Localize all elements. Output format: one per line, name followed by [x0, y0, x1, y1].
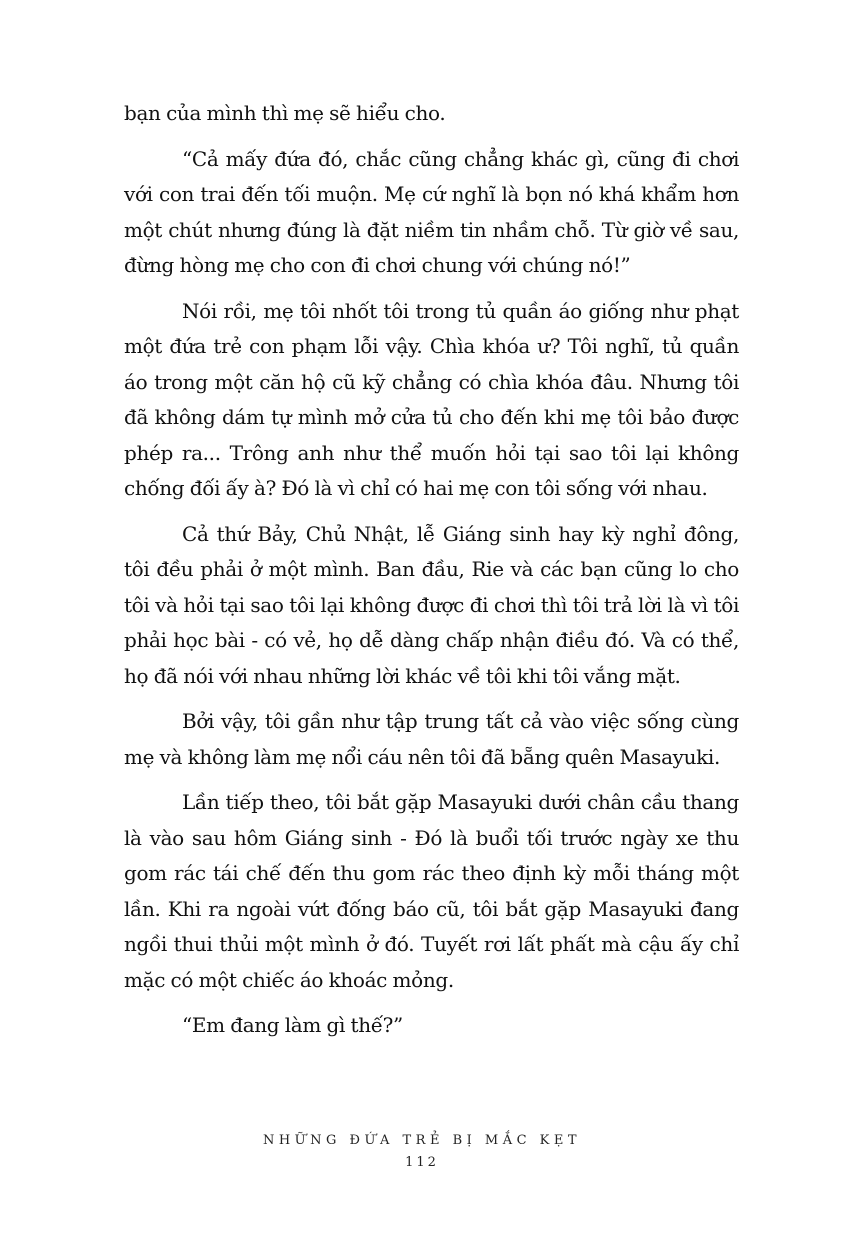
body-text: [124, 96, 739, 1054]
paragraph-forgot-masayuki: Bởi vậy, tôi gần như tập trung tất cả vào việc sống cùng mẹ và không làm mẹ nổi cáu nên tôi đã bẵng quên Masayuki.: [124, 709, 739, 769]
paragraph-mother-quote: “Cả mấy đứa đó, chắc cũng chẳng khác gì, cũng đi chơi với con trai đến tối muộn. Mẹ cứ nghĩ là bọn nó khá khẩm hơn một chút nhưng đúng là đặt niềm tin nhầm chỗ. Từ giờ về sau, đừng hòng mẹ cho con đi chơi chung với chúng nó!”: [124, 146, 739, 277]
paragraph-question: “Em đang làm gì thế?”: [182, 1013, 403, 1037]
paragraph-wardrobe: Nói rồi, mẹ tôi nhốt tôi trong tủ quần áo giống như phạt một đứa trẻ con phạm lỗi vậy. Chìa khóa ư? Tôi nghĩ, tủ quần áo trong một căn hộ cũ kỹ chẳng có chìa khóa đâu. Nhưng tôi đã không dám tự mình mở cửa tủ cho đến khi mẹ tôi bảo được phép ra... Trông anh như thể muốn hỏi tại sao tôi lại không chống đối ấy à? Đó là vì chỉ có hai mẹ con tôi sống với nhau.: [124, 298, 739, 500]
paragraph-weekends-alone: Cả thứ Bảy, Chủ Nhật, lễ Giáng sinh hay kỳ nghỉ đông, tôi đều phải ở một mình. Ban đầu, Rie và các bạn cũng lo cho tôi và hỏi tại sao tôi lại không được đi chơi thì tôi trả lời là vì tôi phải học bài - có vẻ, họ dễ dàng chấp nhận điều đó. Và có thể, họ đã nói với nhau những lời khác về tôi khi tôi vắng mặt.: [124, 521, 739, 688]
paragraph-meeting-masayuki: Lần tiếp theo, tôi bắt gặp Masayuki dưới chân cầu thang là vào sau hôm Giáng sinh - Đó là buổi tối trước ngày xe thu gom rác tái chế đến thu gom rác theo định kỳ mỗi tháng một lần. Khi ra ngoài vứt đống báo cũ, tôi bắt gặp Masayuki đang ngồi thui thủi một mình ở đó. Tuyết rơi lất phất mà cậu ấy chỉ mặc có một chiếc áo khoác mỏng.: [124, 790, 739, 992]
paragraph-continuation: bạn của mình thì mẹ sẽ hiểu cho.: [124, 101, 446, 125]
running-footer-title: NHỮNG ĐỨA TRẺ BỊ MẮC KẸT: [262, 1133, 582, 1148]
page-number: 112: [405, 1155, 439, 1170]
